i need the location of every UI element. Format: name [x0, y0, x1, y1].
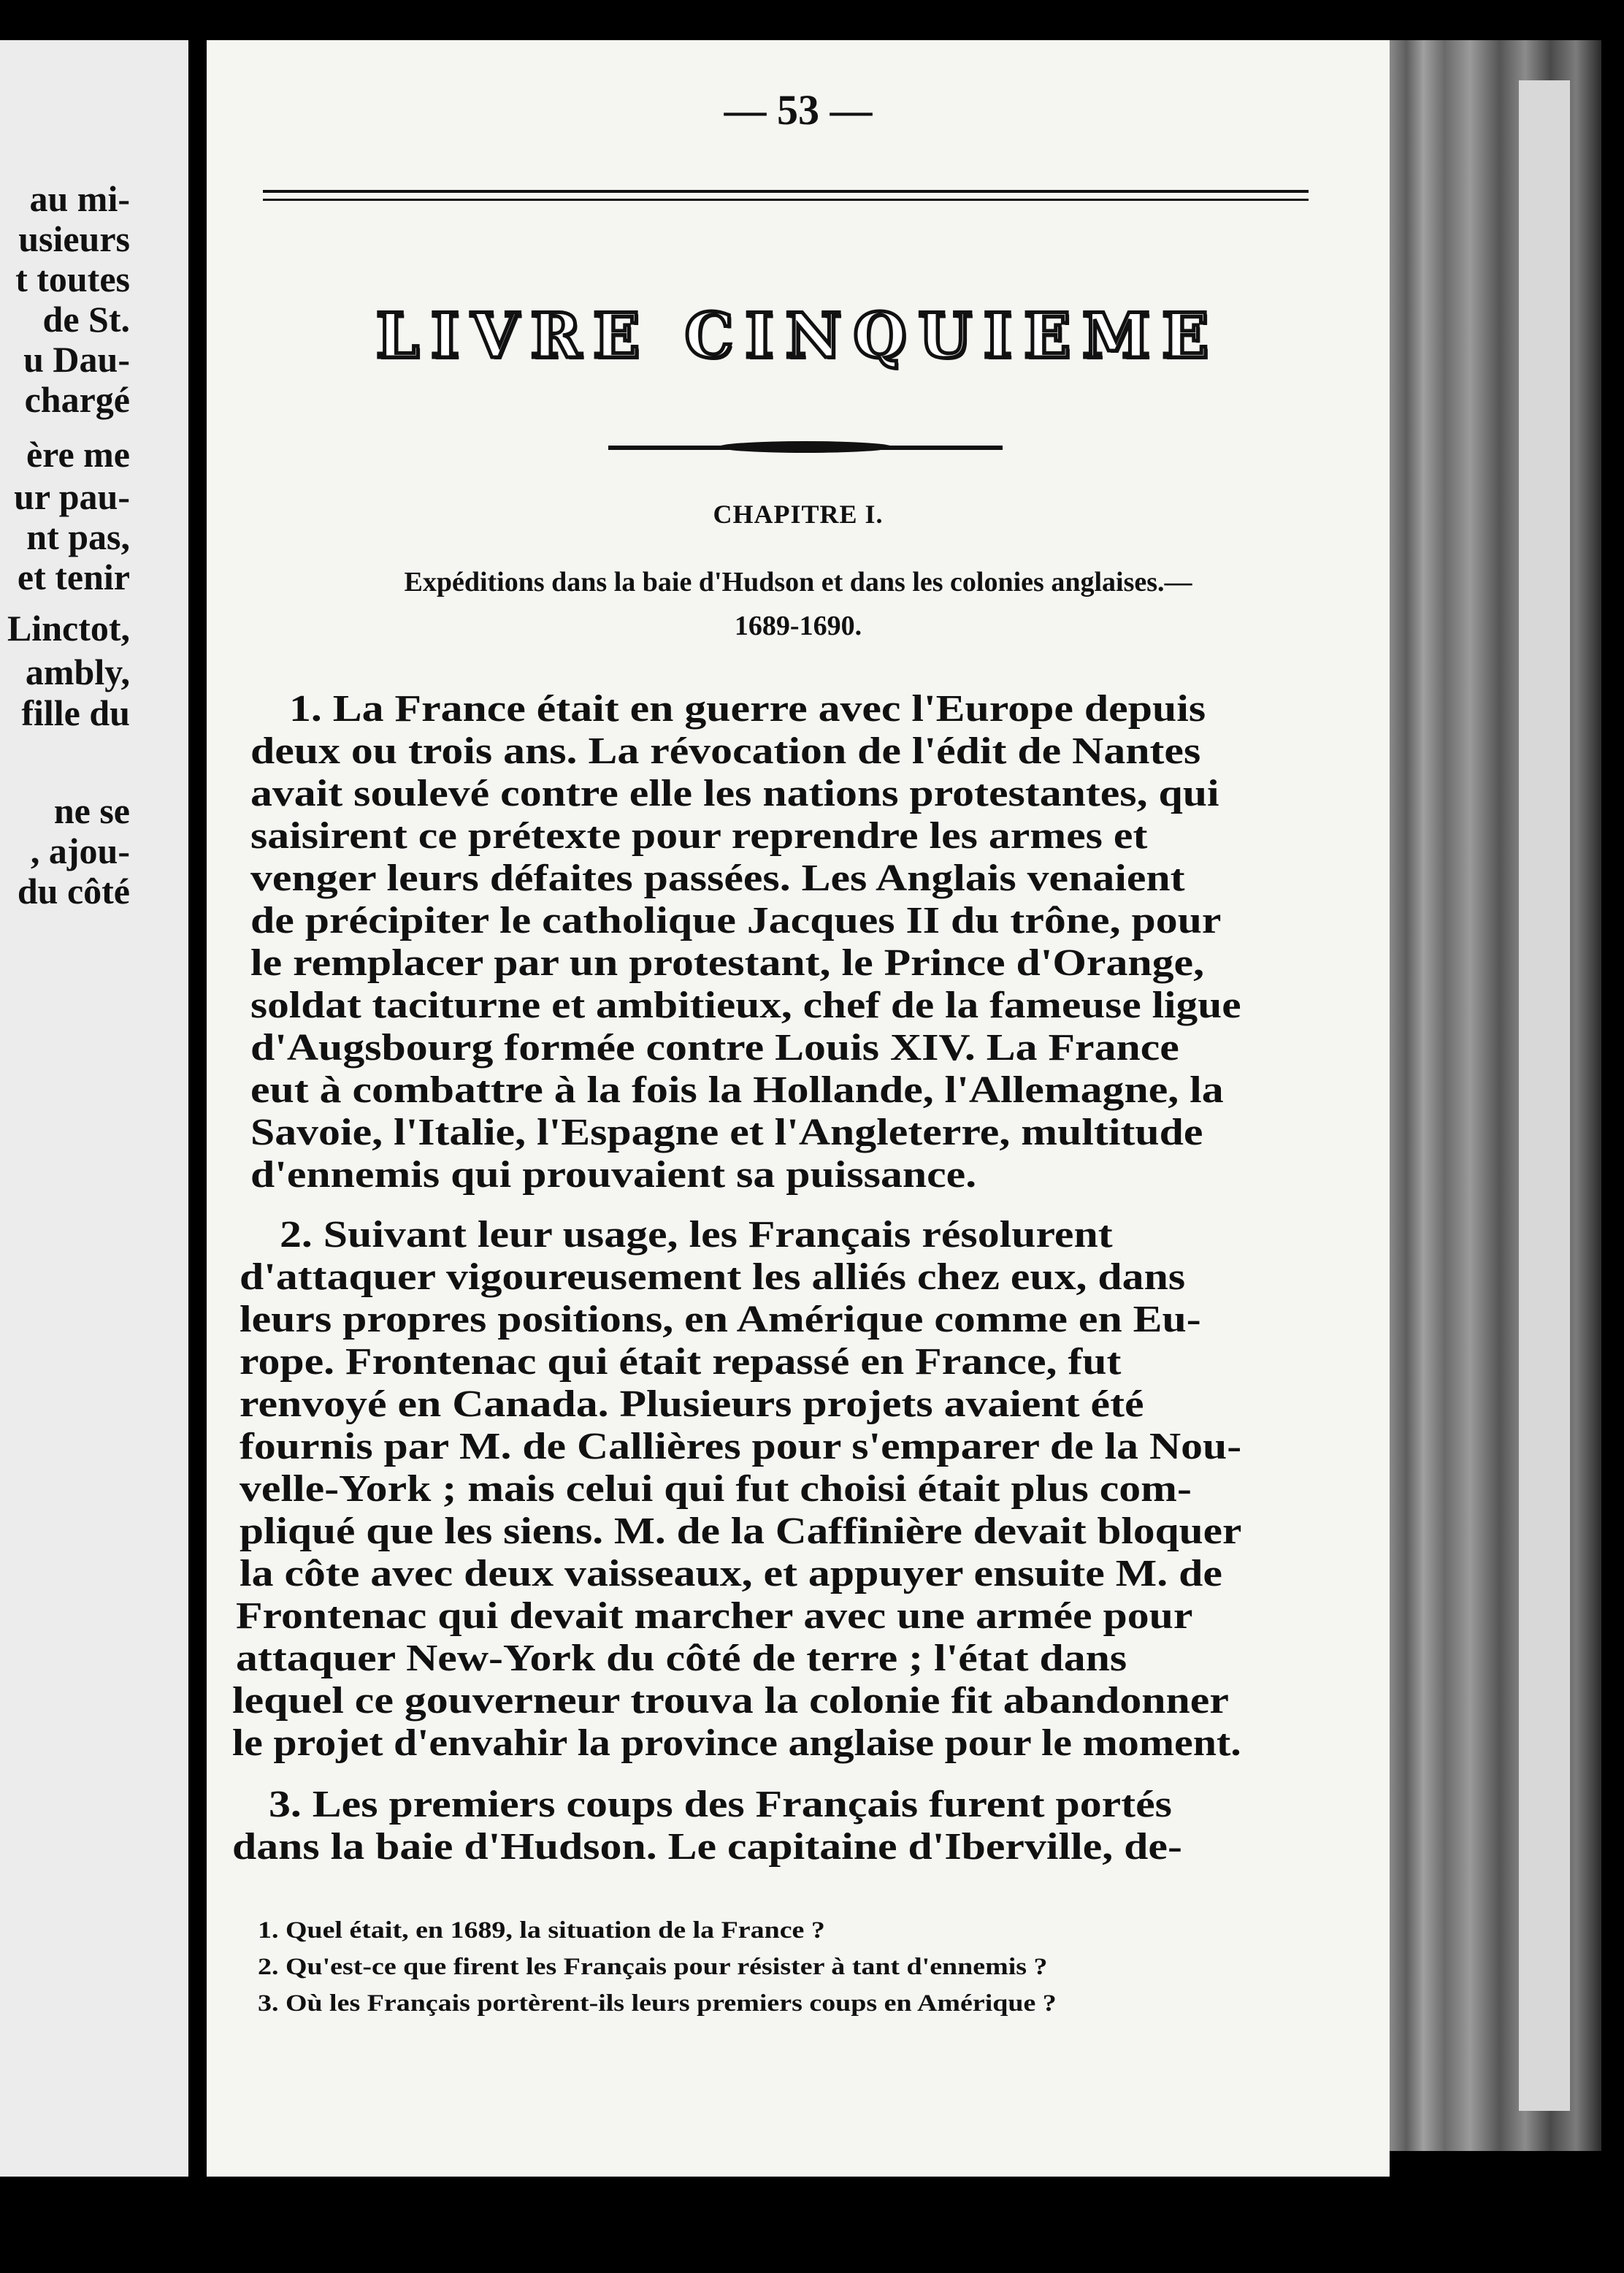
title-ornament-swell — [718, 441, 893, 453]
body-line: de précipiter le catholique Jacques II du trône, pour — [250, 900, 1222, 941]
body-line: eut à combattre à la fois la Hollande, l'Allemagne, la — [250, 1069, 1224, 1111]
body-line: pliqué que les siens. M. de la Caffinière devait bloquer — [240, 1510, 1242, 1552]
body-line: leurs propres positions, en Amérique comme en Eu- — [240, 1299, 1201, 1340]
left-page-line: de St. — [42, 299, 130, 340]
left-page-line: et tenir — [17, 557, 130, 597]
body-line: Frontenac qui devait marcher avec une armée pour — [236, 1595, 1193, 1637]
body-line: saisirent ce prétexte pour reprendre les armes et — [250, 815, 1148, 857]
header-rule-bottom — [263, 199, 1309, 201]
body-line: 1. La France était en guerre avec l'Europe depuis — [289, 688, 1206, 730]
left-page-line: Linctot, — [7, 608, 130, 649]
body-line: 2. Suivant leur usage, les Français résolurent — [280, 1214, 1113, 1256]
body-line: attaquer New-York du côté de terre ; l'état dans — [236, 1638, 1127, 1679]
body-line: venger leurs défaites passées. Les Anglais venaient — [250, 857, 1185, 899]
question-item: 3. Où les Français portèrent-ils leurs premiers coups en Amérique ? — [258, 1990, 1057, 2017]
left-page-line: nt pas, — [26, 516, 130, 557]
left-page-line: ne se — [53, 790, 130, 831]
page-edge-highlight — [1519, 80, 1570, 2111]
left-page-line: ambly, — [25, 652, 130, 692]
body-line: le projet d'envahir la province anglaise pour le moment. — [232, 1722, 1241, 1764]
header-rule-top — [263, 190, 1309, 193]
question-item: 1. Quel était, en 1689, la situation de la France ? — [258, 1917, 825, 1944]
body-line: Savoie, l'Italie, l'Espagne et l'Angleterre, multitude — [250, 1112, 1203, 1153]
question-item: 2. Qu'est-ce que firent les Français pour résister à tant d'ennemis ? — [258, 1954, 1048, 1980]
body-line: dans la baie d'Hudson. Le capitaine d'Iberville, de- — [232, 1826, 1182, 1868]
body-line: d'attaquer vigoureusement les alliés chez eux, dans — [240, 1256, 1186, 1298]
page-number: — 53 — — [724, 86, 873, 134]
left-page-line: fille du — [21, 692, 130, 733]
chapter-title-line: Expéditions dans la baie d'Hudson et dans les colonies anglaises.— — [404, 567, 1192, 597]
left-page-line: usieurs — [18, 218, 130, 259]
body-line: rope. Frontenac qui était repassé en France, fut — [240, 1341, 1122, 1383]
body-line: renvoyé en Canada. Plusieurs projets avaient été — [240, 1383, 1144, 1425]
chapter-label: CHAPITRE I. — [713, 500, 884, 529]
left-page-line: u Dau- — [23, 339, 130, 380]
chapter-title — [250, 560, 1346, 648]
body-line: la côte avec deux vaisseaux, et appuyer ensuite M. de — [240, 1553, 1222, 1594]
left-page-line: ur pau- — [14, 476, 130, 517]
book-title: LIVRE CINQUIEME — [375, 299, 1221, 372]
body-line: deux ou trois ans. La révocation de l'édit de Nantes — [250, 730, 1201, 772]
left-page-line: ère me — [26, 434, 130, 475]
body-line: le remplacer par un protestant, le Prince d'Orange, — [250, 942, 1205, 984]
body-line: d'Augsbourg formée contre Louis XIV. La France — [250, 1027, 1179, 1069]
left-page-line: , ajou- — [30, 830, 130, 871]
body-line: soldat taciturne et ambitieux, chef de la fameuse ligue — [250, 985, 1241, 1026]
left-page-line: du côté — [17, 871, 130, 912]
body-line: fournis par M. de Callières pour s'emparer de la Nou- — [240, 1426, 1242, 1467]
left-facing-page — [0, 40, 188, 2177]
body-line: lequel ce gouverneur trouva la colonie fit abandonner — [232, 1680, 1229, 1722]
body-line: avait soulevé contre elle les nations protestantes, qui — [250, 773, 1219, 814]
body-line: velle-York ; mais celui qui fut choisi était plus com- — [240, 1468, 1192, 1510]
left-page-line: au mi- — [29, 178, 130, 219]
left-page-line: chargé — [24, 379, 130, 420]
book-page — [207, 40, 1390, 2177]
chapter-title-dates: 1689-1690. — [734, 611, 862, 641]
left-page-line: t toutes — [15, 259, 130, 299]
body-line: 3. Les premiers coups des Français furent portés — [269, 1784, 1172, 1825]
body-line: d'ennemis qui prouvaient sa puissance. — [250, 1154, 977, 1196]
